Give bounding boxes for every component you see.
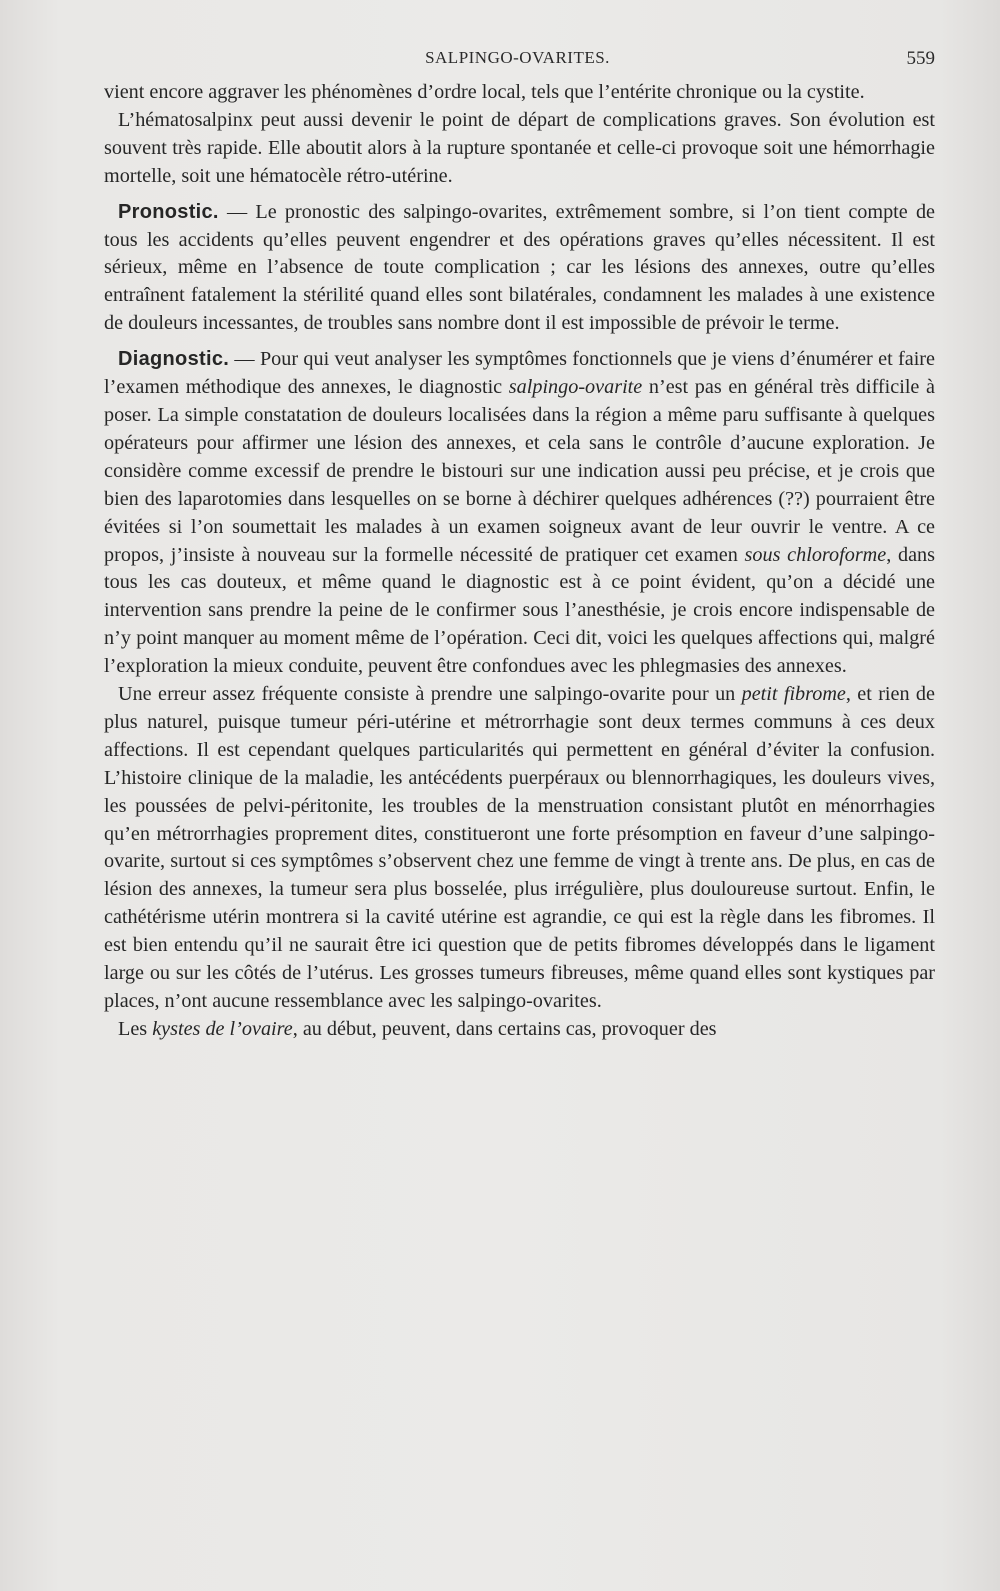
italic-term: kystes de l’ovaire (152, 1017, 293, 1040)
page-number: 559 (906, 48, 935, 69)
paragraph-kystes (104, 1016, 935, 1044)
paragraph-text: — Le pronostic des salpingo-ovarites, extrêmement sombre, si l’on tient compte de tous les accidents qu’elles peuvent engendrer et des opérations graves qu’elles nécessitent. Il est sérieux, même en l’absence de toute complication ; car les lésions des annexes, outre qu’elles entraînent fatalement la stérilité quand elles sont bilatérales, condamnent les malades à une existence de douleurs incessantes, de troubles sans nombre dont il est impossible de prévoir le terme. (104, 200, 935, 335)
running-head (100, 48, 935, 76)
paragraph: vient encore aggraver les phénomènes d’ordre local, tels que l’entérite chronique ou la cystite. (104, 81, 865, 103)
paragraph-fibrome (104, 681, 935, 1016)
running-title: SALPINGO-OVARITES. (425, 48, 610, 67)
body-text (104, 79, 935, 1044)
italic-term: petit fibrome (741, 683, 846, 706)
section-heading-diagnostic: Diagnostic. (118, 348, 230, 371)
paragraph-text: — Pour qui veut analyser les symptômes fonctionnels que je viens d’énumérer et faire l’examen méthodique des annexes, le diagnostic (104, 348, 935, 399)
paragraph-text: Les (118, 1017, 153, 1040)
paragraph-text: , dans tous les cas douteux, et même quand le diagnostic est à ce point évident, qu’on a décidé une intervention sans prendre la peine de le confirmer sous l’anesthésie, je crois encore indispensable de n’y point manquer au moment même de l’opération. Ceci dit, voici les quelques affections qui, malgré l’exploration la mieux conduite, peuvent être confondues avec les phlegmasies des annexes. (104, 543, 935, 678)
paragraph-text: , et rien de plus naturel, puisque tumeur péri-utérine et métrorrhagie sont deux termes communs à ces deux affections. Il est cependant quelques particularités qui permettent en général d’éviter la confusion. L’histoire clinique de la maladie, les antécédents puerpéraux ou blennorrhagiques, les douleurs vives, les poussées de pelvi-péritonite, les troubles de la menstruation consistant plutôt en ménorrhagies qu’en métrorrhagies proprement dites, constitueront une forte présomption en faveur d’une salpingo-ovarite, surtout si ces symptômes s’observent chez une femme de vingt à trente ans. De plus, en cas de lésion des annexes, la tumeur sera plus bosselée, plus irrégulière, plus douloureuse surtout. Enfin, le cathétérisme utérin montrera si la cavité utérine est agrandie, ce qui est la règle dans les fibromes. Il est bien entendu qu’il ne saurait être ici question que de petits fibromes développés dans le ligament large ou sur les côtés de l’utérus. Les grosses tumeurs fibreuses, même quand elles sont kystiques par places, n’ont aucune ressemblance avec les salpingo-ovarites. (104, 683, 935, 1012)
section-heading-pronostic: Pronostic. (118, 200, 219, 223)
italic-term: salpingo-ovarite (508, 376, 643, 399)
paragraph-pronostic (104, 199, 935, 339)
paragraph-text: Une erreur assez fréquente consiste à prendre une salpingo-ovarite pour un (118, 683, 742, 706)
paragraph: L’hématosalpinx peut aussi devenir le point de départ de complications graves. Son évolution est souvent très rapide. Elle aboutit alors à la rupture spontanée et celle-ci provoque soit une hémorrhagie mortelle, soit une hématocèle rétro-utérine. (104, 108, 935, 187)
paragraph-text: n’est pas en général très difficile à poser. La simple constatation de douleurs localisées dans la région a même paru suffisante à quelques opérateurs pour affirmer une lésion des annexes, et cela sans le contrôle d’aucune exploration. Je considère comme excessif de prendre le bistouri sur une indication aussi peu précise, et je crois que bien des laparotomies dans lesquelles on se borne à déchirer quelques adhérences (??) pourraient être évitées si l’on soumettait les malades à un examen soigneux avant de leur ouvrir le ventre. A ce propos, j’insiste à nouveau sur la formelle nécessité de pratiquer cet examen (104, 376, 935, 566)
italic-term: sous chloroforme (744, 543, 887, 566)
paragraph-diagnostic (104, 346, 935, 681)
paragraph-text: , au début, peuvent, dans certains cas, provoquer des (292, 1017, 717, 1040)
